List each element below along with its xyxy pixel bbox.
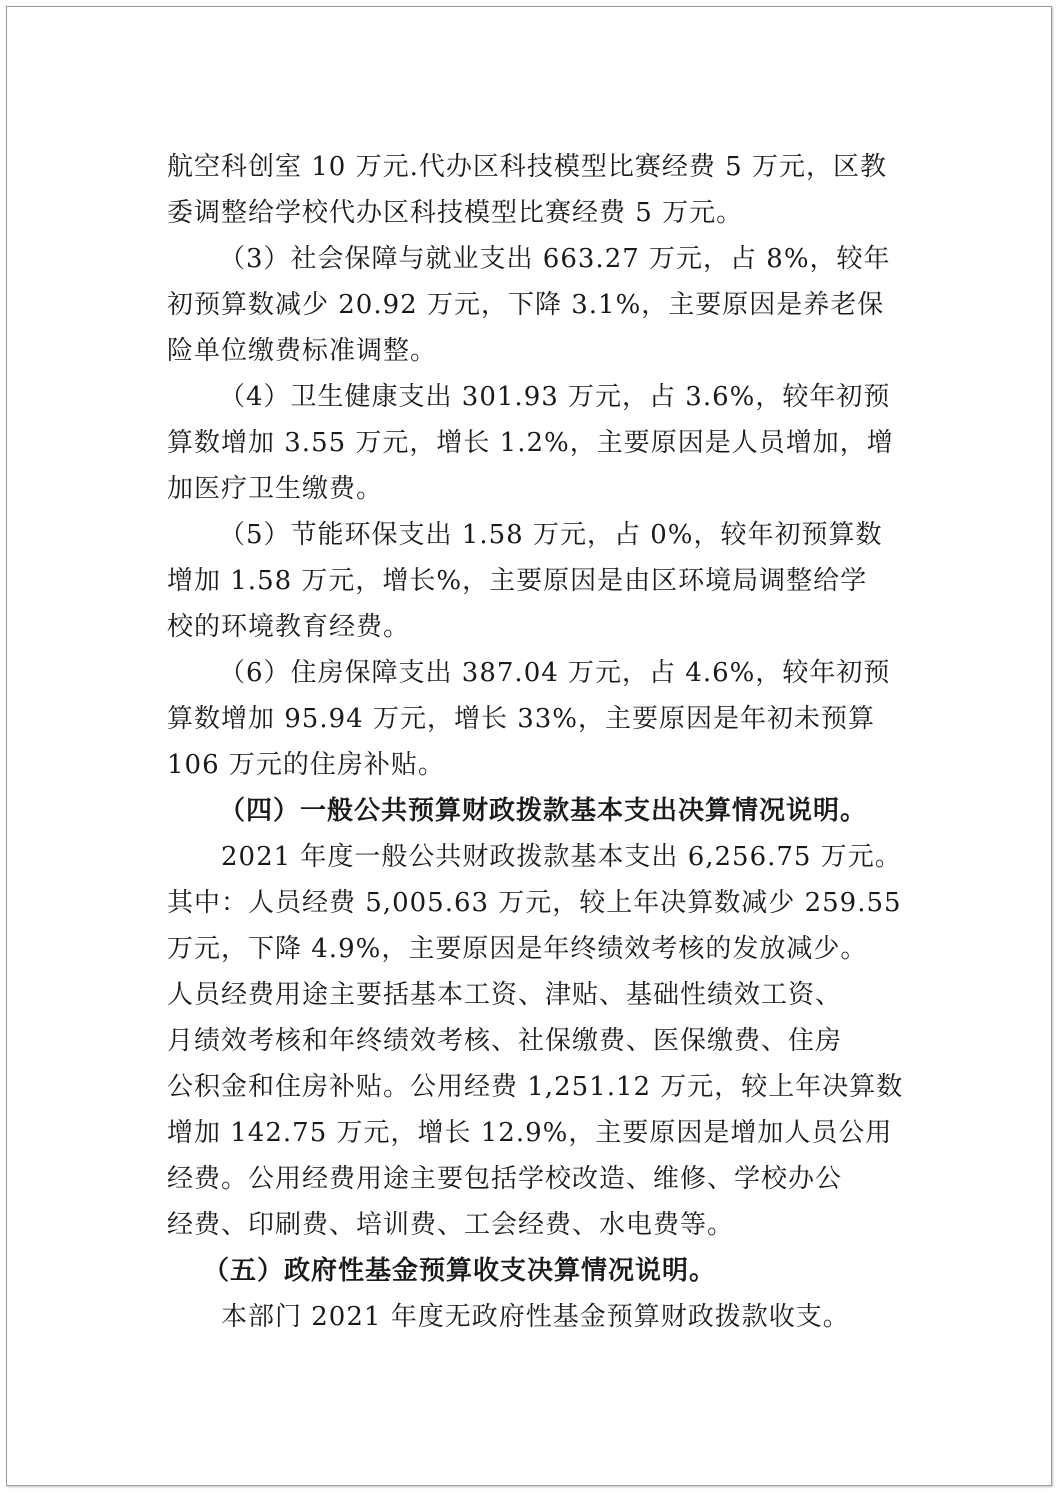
paragraph-line: 航空科创室 10 万元.代办区科技模型比赛经费 5 万元，区教 [167,152,887,182]
paragraph-line: 经费。公用经费用途主要包括学校改造、维修、学校办公 [167,1164,843,1194]
paragraph-line: 算数增加 95.94 万元，增长 33%，主要原因是年初未预算 [167,704,876,734]
paragraph-line: 初预算数减少 20.92 万元，下降 3.1%，主要原因是养老保 [167,290,885,320]
paragraph-line: （4）卫生健康支出 301.93 万元，占 3.6%，较年初预 [219,382,891,412]
document-page [6,6,1052,1486]
paragraph-line: 106 万元的住房补贴。 [167,750,445,780]
paragraph-line: 月绩效考核和年终绩效考核、社保缴费、医保缴费、住房 [167,1026,843,1056]
section-heading: （五）政府性基金预算收支决算情况说明。 [203,1256,717,1286]
section-heading: （四）一般公共预算财政拨款基本支出决算情况说明。 [219,796,868,826]
paragraph-line: （5）节能环保支出 1.58 万元，占 0%，较年初预算数 [219,520,883,550]
paragraph-line: 本部门 2021 年度无政府性基金预算财政拨款收支。 [221,1302,850,1332]
paragraph-line: 校的环境教育经费。 [167,612,411,642]
paragraph-line: 经费、印刷费、培训费、工会经费、水电费等。 [167,1210,735,1240]
paragraph-line: 增加 142.75 万元，增长 12.9%，主要原因是增加人员公用 [167,1118,893,1148]
paragraph-line: 公积金和住房补贴。公用经费 1,251.12 万元，较上年决算数 [167,1072,904,1102]
paragraph-line: 算数增加 3.55 万元，增长 1.2%，主要原因是人员增加，增 [167,428,894,458]
paragraph-line: 委调整给学校代办区科技模型比赛经费 5 万元。 [167,198,744,228]
paragraph-line: 人员经费用途主要括基本工资、津贴、基础性绩效工资、 [167,980,843,1010]
paragraph-line: 加医疗卫生缴费。 [167,474,384,504]
paragraph-line: 增加 1.58 万元，增长%，主要原因是由区环境局调整给学 [167,566,868,596]
paragraph-line: （6）住房保障支出 387.04 万元，占 4.6%，较年初预 [219,658,891,688]
paragraph-line: 其中：人员经费 5,005.63 万元，较上年决算数减少 259.55 [167,888,902,918]
paragraph-line: （3）社会保障与就业支出 663.27 万元，占 8%，较年 [219,244,891,274]
paragraph-line: 2021 年度一般公共财政拨款基本支出 6,256.75 万元。 [221,842,902,872]
paragraph-line: 万元，下降 4.9%，主要原因是年终绩效考核的发放减少。 [167,934,868,964]
paragraph-line: 险单位缴费标准调整。 [167,336,438,366]
